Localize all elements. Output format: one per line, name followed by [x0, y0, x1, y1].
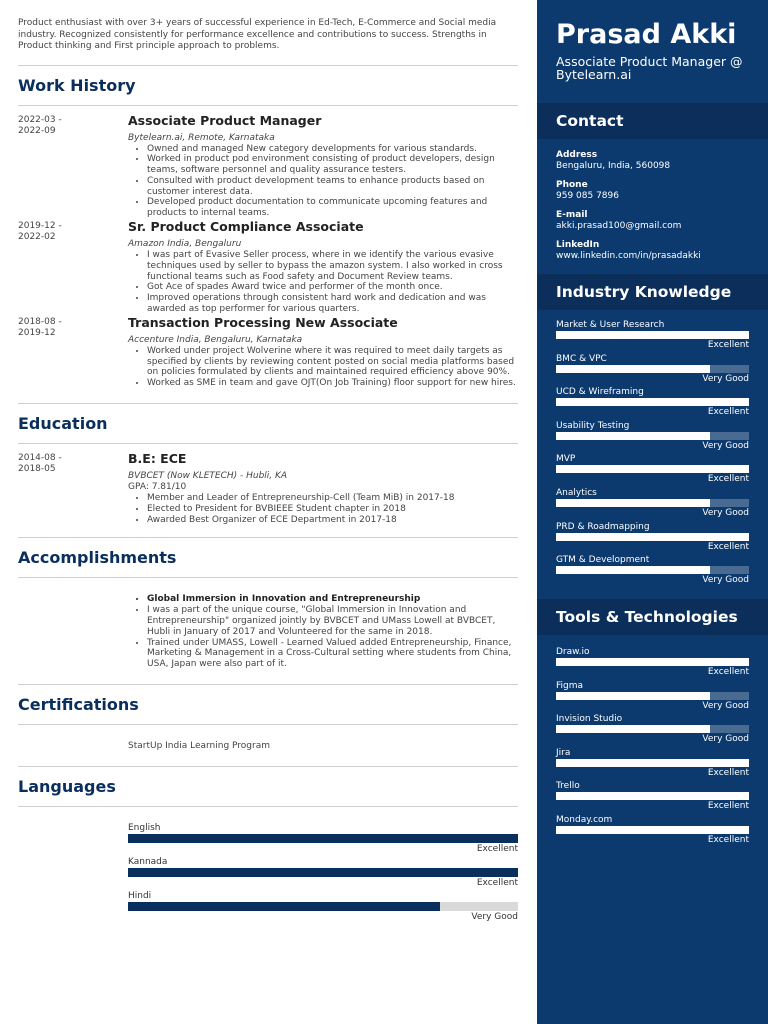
skill-level: Excellent [707, 667, 749, 677]
skill-name: PRD & Roadmapping [556, 521, 650, 532]
list-item: • Elected to President for BVBIEEE Student chapter in 2018 [147, 504, 518, 515]
skill-item [556, 815, 749, 846]
skill-bar-track [556, 465, 749, 473]
list-item: • I was part of Evasive Seller process, where in we identify the various evasive techniques used by seller to bypass the amazon system. I also worked in cross functional teams such as Food safety and Document Review teams. [147, 250, 518, 282]
job-title: Associate Product Manager [128, 112, 322, 128]
accomplishments-entry [18, 594, 518, 670]
skill-bar-track [556, 792, 749, 800]
accomplishments-bullets [128, 594, 518, 670]
list-item: • Developed product documentation to communicate upcoming features and products to internal teams. [147, 197, 518, 219]
email-value[interactable]: akki.prasad100@gmail.com [556, 221, 682, 231]
job-bullets [128, 250, 518, 315]
skill-bar-fill [556, 499, 710, 507]
skill-item [556, 421, 749, 452]
main-column [18, 18, 518, 923]
skill-level: Very Good [702, 373, 749, 384]
language-bar-fill [128, 834, 518, 843]
skill-name: UCD & Wireframing [556, 387, 644, 398]
work-dates: 2018-08 - 2019-12 [18, 316, 62, 338]
skill-name: Monday.com [556, 815, 613, 825]
skill-bar-track [556, 499, 749, 507]
skill-bar-fill [556, 759, 749, 767]
skill-item [556, 714, 749, 745]
skill-name: Invision Studio [556, 714, 623, 725]
work-entry [18, 315, 518, 389]
divider [18, 403, 518, 404]
list-item: • Improved operations through consistent hard work and dedication and was awarded as top performer for various quarters. [147, 293, 518, 315]
skill-bar-track [556, 692, 749, 700]
work-entry [18, 219, 518, 315]
list-item: • Trained under UMASS, Lowell - Learned Valued added Entrepreneurship, Finance, Marketing & Management in a Cross-Cultural setting where students from China, USA, Japan were also part of it. [147, 638, 518, 670]
job-org: Bytelearn.ai, Remote, Karnataka [128, 132, 275, 143]
list-item: • Worked in product pod environment consisting of product developers, design teams, software personnel and quality assurance testers. [147, 154, 518, 176]
language-bar-fill [128, 868, 518, 877]
skill-level: Very Good [702, 440, 749, 451]
linkedin-link[interactable]: www.linkedin.com/in/prasadakki [556, 251, 701, 261]
skill-bar-track [556, 759, 749, 767]
gpa-text: GPA: 7.81/10 [128, 482, 187, 493]
section-title-certifications: Certifications [18, 695, 139, 715]
school-name: BVBCET (Now KLETECH) - Hubli, KA [128, 471, 288, 482]
language-bar-fill [128, 902, 440, 911]
skill-level: Excellent [707, 474, 749, 485]
skill-item [556, 387, 749, 418]
divider [18, 443, 518, 444]
skill-bar-track [556, 658, 749, 666]
list-item: • Worked as SME in team and gave OJT(On Job Training) floor support for new hires. [147, 378, 518, 389]
phone-label: Phone [556, 180, 588, 190]
skill-bar-fill [556, 331, 749, 339]
sidebar-heading-text: Tools & Technologies [556, 608, 738, 626]
skill-item [556, 522, 749, 553]
skill-bar-track [556, 533, 749, 541]
skill-bar-fill [556, 658, 749, 666]
skill-name: MVP [556, 454, 576, 465]
skill-name: Draw.io [556, 647, 590, 657]
divider [18, 724, 518, 725]
list-item: • Owned and managed New category developments for various standards. [147, 144, 518, 155]
skill-bar-track [556, 365, 749, 373]
skill-name: Jira [556, 747, 571, 758]
skill-item [556, 488, 749, 519]
language-level: Very Good [471, 912, 518, 923]
list-item: • Consulted with product development teams to enhance products based on customer interest data. [147, 176, 518, 198]
address-value: Bengaluru, India, 560098 [556, 161, 671, 171]
work-dates: 2022-03 - 2022-09 [18, 114, 62, 136]
work-dates: 2019-12 - 2022-02 [18, 221, 62, 243]
skill-level: Very Good [702, 575, 749, 586]
skill-level: Excellent [707, 767, 749, 778]
degree-title: B.E: ECE [128, 451, 187, 467]
section-title-accomplishments: Accomplishments [18, 548, 177, 568]
job-bullets [128, 144, 518, 220]
skill-bar-fill [556, 432, 710, 440]
language-level: Excellent [476, 878, 518, 889]
contact-block [556, 150, 761, 270]
sidebar-heading-text: Industry Knowledge [556, 283, 732, 301]
sidebar-heading-text: Contact [556, 112, 624, 130]
skill-item [556, 354, 749, 385]
sidebar-heading-tools [537, 599, 768, 635]
skill-item [556, 748, 749, 779]
language-level: Excellent [476, 844, 518, 855]
sidebar-heading-industry [537, 274, 768, 310]
skill-bar-fill [556, 826, 749, 834]
profile-role: Associate Product Manager @ Bytelearn.ai [556, 54, 743, 82]
skill-bar-track [556, 826, 749, 834]
language-item [18, 891, 518, 923]
divider [18, 537, 518, 538]
education-entry [18, 451, 518, 525]
skill-level: Very Good [702, 508, 749, 518]
skill-bar-track [556, 432, 749, 440]
skill-bar-fill [556, 398, 749, 406]
skill-item [556, 320, 749, 351]
skill-bar-track [556, 725, 749, 733]
job-title: Sr. Product Compliance Associate [128, 219, 364, 235]
sidebar [537, 0, 768, 1024]
section-title-education: Education [18, 414, 108, 434]
job-bullets [128, 346, 518, 389]
skill-level: Excellent [707, 340, 749, 350]
divider [18, 684, 518, 685]
skill-bar-fill [556, 792, 749, 800]
phone-value: 959 085 7896 [556, 191, 619, 201]
skill-bar-fill [556, 365, 710, 373]
skill-item [556, 555, 749, 586]
skill-bar-fill [556, 725, 710, 733]
skill-name: Analytics [556, 488, 597, 498]
skill-bar-track [556, 398, 749, 406]
divider [18, 65, 518, 66]
section-title-work: Work History [18, 75, 136, 95]
skill-bar-track [556, 566, 749, 574]
skill-level: Excellent [707, 541, 749, 552]
skill-level: Very Good [702, 700, 749, 711]
skill-item [556, 647, 749, 678]
section-title-languages: Languages [18, 777, 116, 797]
skill-level: Very Good [702, 734, 749, 745]
address-label: Address [556, 150, 598, 160]
job-title: Transaction Processing New Associate [128, 314, 398, 330]
language-name: Hindi [128, 891, 152, 902]
skill-name: GTM & Development [556, 555, 650, 566]
list-item: • Awarded Best Organizer of ECE Department in 2017-18 [147, 515, 518, 526]
skill-item [556, 681, 749, 712]
work-entry [18, 113, 518, 220]
skill-name: Figma [556, 680, 584, 691]
list-item: • Worked under project Wolverine where it was required to meet daily targets as specified by clients by reviewing content posted on social media platforms based on policies formulated by clients and maintained required efficiency above 90%. [147, 346, 518, 378]
skill-name: Market & User Research [556, 320, 665, 330]
profile-name: Prasad Akki [556, 19, 737, 50]
list-item: • Member and Leader of Entrepreneurship-Cell (Team MiB) in 2017-18 [147, 493, 518, 504]
skill-bar-fill [556, 566, 710, 574]
certification-item: StartUp India Learning Program [128, 741, 271, 752]
language-name: Kannada [128, 857, 168, 868]
skill-bar-fill [556, 692, 710, 700]
divider [18, 577, 518, 578]
language-bar-track [128, 834, 518, 843]
job-org: Accenture India, Bengaluru, Karnataka [128, 334, 303, 345]
skill-item [556, 454, 749, 485]
divider [18, 806, 518, 807]
skill-bar-track [556, 331, 749, 339]
email-label: E-mail [556, 210, 588, 220]
job-org: Amazon India, Bengaluru [128, 239, 242, 250]
language-item [18, 857, 518, 889]
language-bar-track [128, 902, 518, 911]
skill-bar-fill [556, 533, 749, 541]
list-item: • I was a part of the unique course, "Global Immersion in Innovation and Entrepreneurship" organized jointly by BVBCET and UMass Lowell at BVBCET, Hubli in January of 2017 and Volunteered for the same in 2018. [147, 605, 518, 637]
language-item [18, 823, 518, 855]
list-item: • Global Immersion in Innovation and Entrepreneurship [147, 594, 518, 605]
language-bar-track [128, 868, 518, 877]
skill-level: Excellent [707, 835, 749, 845]
languages-list [18, 823, 518, 923]
summary-text: Product enthusiast with over 3+ years of successful experience in Ed-Tech, E-Commerce and Social media industry. Recognized consistently for performance excellence and contributions to success. Strengths in Product thinking and First principle approach to problems. [18, 18, 497, 51]
skill-name: Usability Testing [556, 420, 630, 431]
skill-level: Excellent [707, 801, 749, 812]
divider [18, 105, 518, 106]
skill-name: Trello [556, 781, 580, 792]
education-dates: 2014-08 - 2018-05 [18, 453, 62, 475]
skill-level: Excellent [707, 407, 749, 418]
skill-name: BMC & VPC [556, 353, 607, 364]
education-bullets [128, 493, 518, 525]
linkedin-label: LinkedIn [556, 240, 600, 250]
divider [18, 766, 518, 767]
list-item: • Got Ace of spades Award twice and performer of the month once. [147, 282, 518, 293]
sidebar-heading-contact [537, 103, 768, 139]
language-name: English [128, 823, 161, 834]
skill-item [556, 781, 749, 812]
skill-bar-fill [556, 465, 749, 473]
